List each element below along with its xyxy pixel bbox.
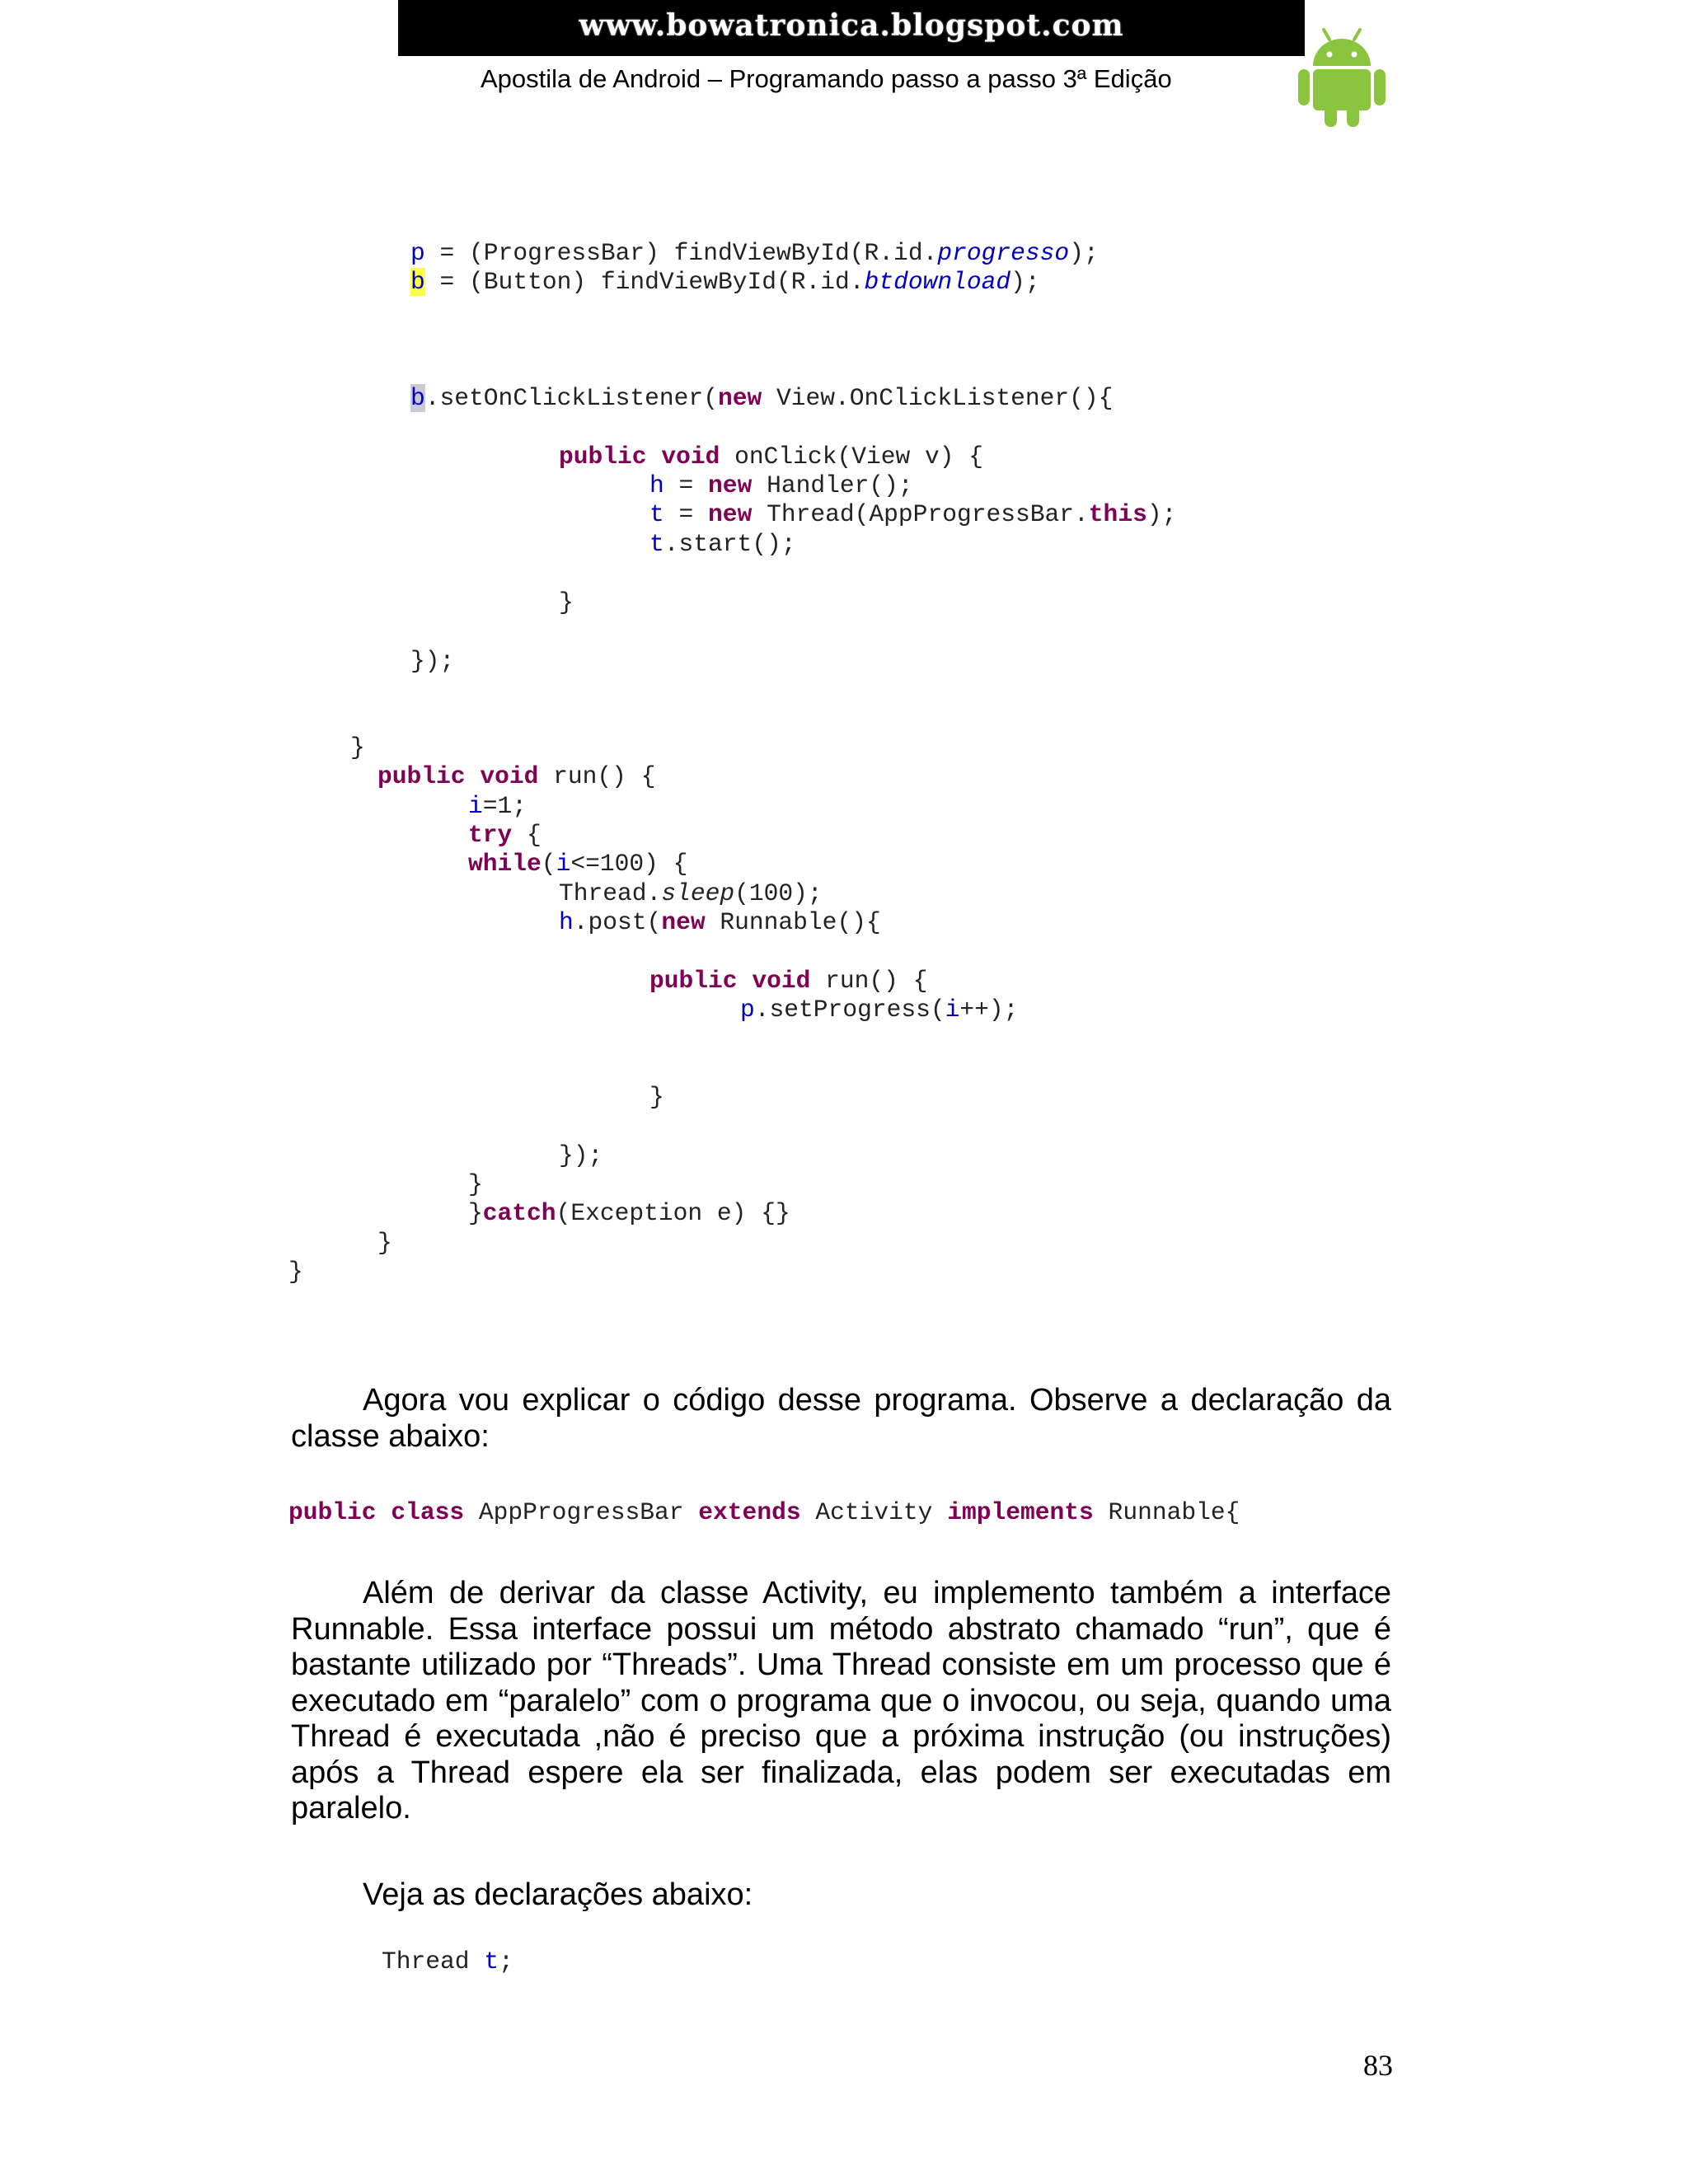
code-line: while(i<=100) { [468,850,688,878]
banner-url: www.bowatronica.blogspot.com [579,8,1124,43]
paragraph-runnable: Além de derivar da classe Activity, eu implemento também a interface Runnable. Essa interface possui um método abstrato chamado “run”, que é bastante utilizado por “Threads”. Uma Thread consiste em um processo que é executado em “paralelo” com o programa que o invocou, ou seja, quando uma Thread é executada ,não é preciso que a próxima instrução (ou instruções) após a Thread espere ela ser finalizada, elas podem ser executadas em paralelo. [291,1576,1391,1825]
code-line: public void run() { [649,967,928,995]
code-line: h = new Handler(); [649,471,913,499]
android-robot-icon [1296,25,1387,128]
code-line: t.start(); [649,530,796,558]
code-line: }catch(Exception e) {} [468,1199,790,1227]
code-line: b = (Button) findViewById(R.id.btdownload); [410,268,1040,296]
code-line: } [468,1170,483,1198]
class-declaration: public class AppProgressBar extends Activity implements Runnable{ [288,1498,1240,1526]
paragraph-intro: Agora vou explicar o código desse programa. Observe a declaração da classe abaixo: [291,1383,1391,1454]
code-line: } [559,588,574,616]
code-line: t = new Thread(AppProgressBar.this); [649,500,1177,528]
code-line: public void run() { [377,762,656,790]
code-line: }); [559,1141,603,1169]
code-line: try { [468,821,542,849]
code-line: i=1; [468,792,528,820]
code-line: p = (ProgressBar) findViewById(R.id.progresso); [410,239,1099,267]
code-line: } [377,1229,392,1257]
code-line: } [350,733,365,762]
paragraph-declarations: Veja as declarações abaixo: [363,1877,753,1912]
thread-declaration: Thread t; [382,1947,513,1975]
site-banner [398,0,1305,56]
code-line: p.setProgress(i++); [740,996,1019,1024]
document-title: Apostila de Android – Programando passo a passo 3ª Edição [481,64,1172,93]
code-line: Thread.sleep(100); [559,879,823,907]
page-number: 83 [1363,2049,1393,2082]
code-line: b.setOnClickListener(new View.OnClickListener(){ [410,384,1114,412]
code-line: } [649,1083,664,1111]
code-line: h.post(new Runnable(){ [559,908,881,936]
code-line: }); [410,647,455,675]
code-line: public void onClick(View v) { [559,443,984,471]
code-line: } [288,1258,303,1286]
